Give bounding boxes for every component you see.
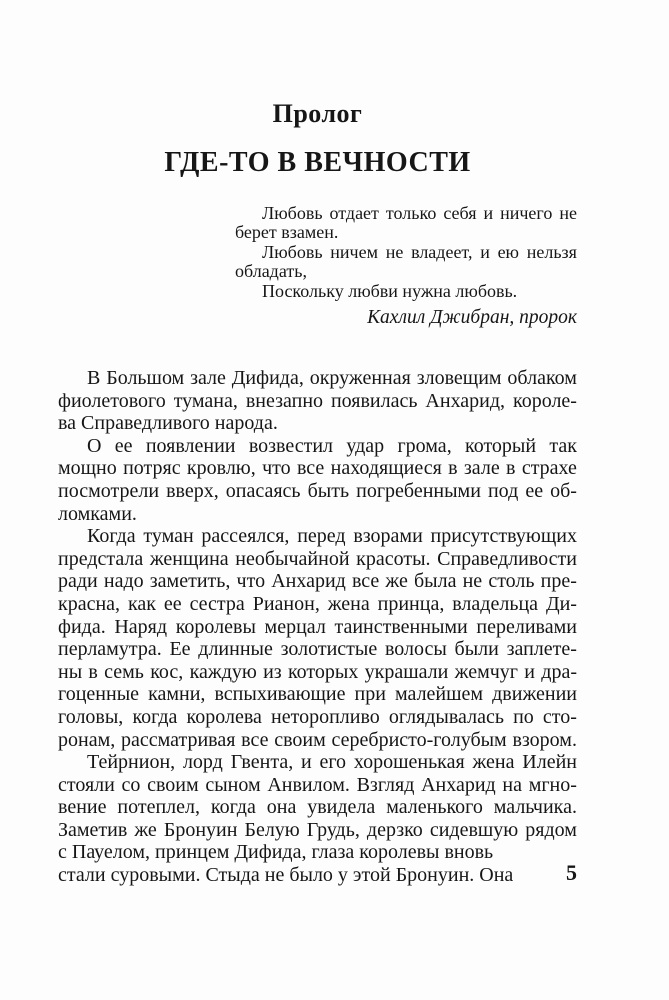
text-line: фида. Наряд королевы мерцал таинственными переливами — [58, 615, 577, 638]
text-line: Поскольку любви нужна любовь. — [262, 280, 518, 301]
text-line: ва Справедливого народа. — [58, 412, 278, 435]
text-line: Когда туман рассеялся, перед взорами присутствующих — [87, 525, 577, 548]
paragraph — [58, 525, 577, 751]
paragraph — [58, 751, 577, 887]
text-line: ронам, рассматривая все своим серебристо-голубым взором. — [58, 728, 577, 751]
text-line: О ее появлении возвестил удар грома, который так — [87, 434, 577, 457]
text-line: обладать, — [235, 261, 307, 282]
paragraph — [58, 435, 577, 525]
text-line: Тейрнион, лорд Гвента, и его хорошенькая жена Илейн — [87, 751, 577, 774]
text-column — [58, 0, 577, 1000]
page-number: 5 — [566, 860, 577, 885]
epigraph-attribution: Кахлил Джибран, пророк — [367, 306, 577, 328]
text-line: гоценные камни, вспыхивающие при малейшем движении — [58, 683, 577, 706]
text-line: Любовь отдает только себя и ничего не — [262, 203, 577, 223]
chapter-label: Пролог — [272, 99, 363, 128]
text-line: ломками. — [58, 502, 137, 525]
text-line: стояли со своим сыном Анвилом. Взгляд Анхарид на мгно- — [58, 773, 577, 796]
text-line: стали суровыми. Стыда не было у этой Бронуин. Она — [58, 864, 514, 887]
epigraph — [235, 204, 577, 327]
text-line: перламутра. Ее длинные золотистые волосы были заплете- — [58, 638, 577, 661]
text-line: ради надо заметить, что Анхарид все же была не столь пре- — [58, 570, 577, 593]
text-line: красна, как ее сестра Рианон, жена принца, владельца Ди- — [58, 592, 577, 615]
text-line: вение потеплел, когда она увидела маленького мальчика. — [58, 796, 577, 819]
text-line: с Пауелом, принцем Дифида, глаза королевы вновь — [58, 841, 494, 864]
text-line: В Большом зале Дифида, окруженная зловещим облаком — [87, 367, 577, 389]
text-line: посмотрели вверх, опасаясь быть погребенными под ее об- — [58, 479, 577, 502]
epigraph-lines — [235, 204, 577, 301]
text-line: Любовь ничем не владеет, и ею нельзя — [262, 241, 577, 262]
text-line: Заметив же Бронуин Белую Грудь, дерзко сидевшую рядом — [58, 818, 577, 841]
text-line: мощно потряс кровлю, что все находящиеся в зале в страхе — [58, 457, 577, 480]
text-line: предстала женщина необычайной красоты. Справедливости — [58, 547, 577, 570]
chapter-title: ГДЕ-ТО В ВЕЧНОСТИ — [164, 147, 471, 178]
paragraph — [58, 367, 577, 435]
text-line: фиолетового тумана, внезапно появилась Анхарид, короле- — [58, 389, 577, 412]
body-text — [58, 367, 577, 887]
text-line: берет взамен. — [235, 222, 339, 243]
text-line: головы, когда королева неторопливо оглядывалась по сто- — [58, 705, 577, 728]
text-line: ны в семь кос, каждую из которых украшали жемчуг и дра- — [58, 660, 577, 683]
